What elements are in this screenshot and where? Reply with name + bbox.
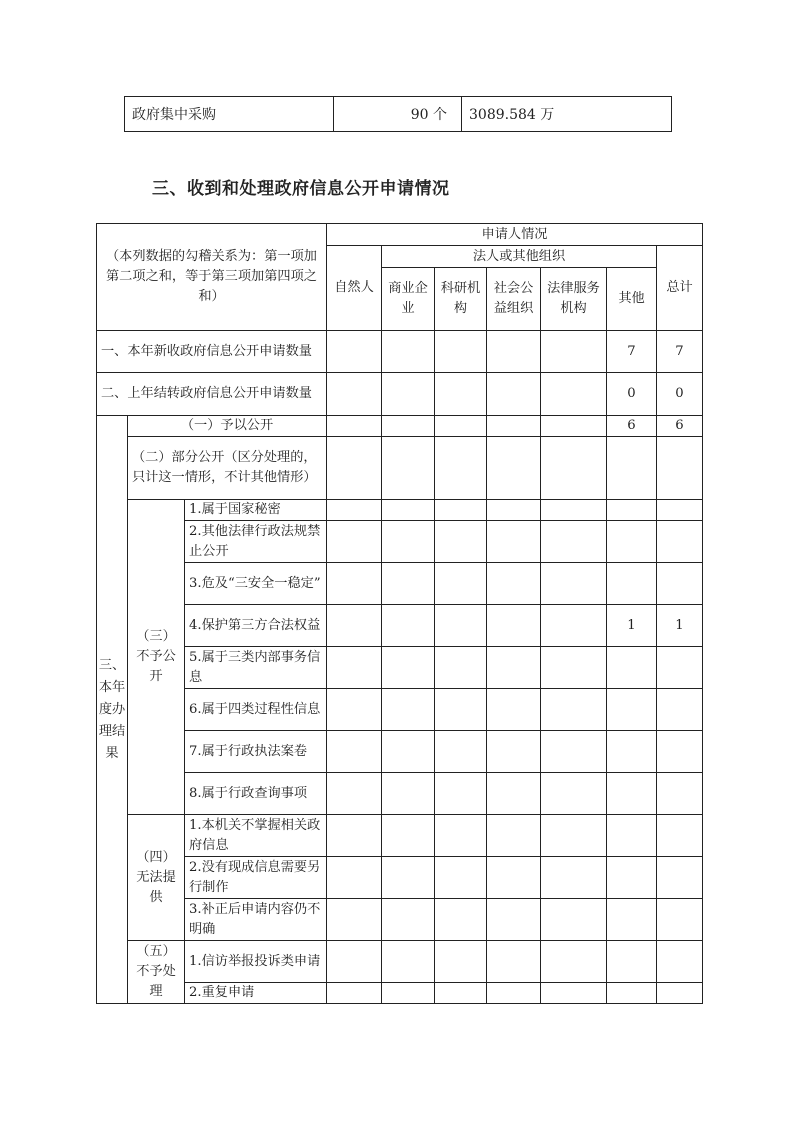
header-public-welfare: 社会公益组织 [487, 268, 541, 331]
table-row [97, 731, 703, 773]
cell-total: 0 [657, 373, 703, 416]
row-label-carried-over: 二、上年结转政府信息公开申请数量 [97, 373, 327, 416]
header-total: 总计 [657, 246, 703, 331]
row-label-disclosed: （一）予以公开 [128, 416, 327, 437]
header-business: 商业企业 [382, 268, 435, 331]
table-row [97, 941, 703, 983]
row-label-new-requests: 一、本年新收政府信息公开申请数量 [97, 331, 327, 373]
header-note: （本列数据的勾稽关系为：第一项加第二项之和，等于第三项加第四项之和） [97, 224, 327, 331]
cell-other: 0 [607, 373, 657, 416]
table-row [97, 605, 703, 647]
cell-other: 7 [607, 331, 657, 373]
item-label: 3.补正后申请内容仍不明确 [185, 899, 327, 941]
header-research: 科研机构 [435, 268, 487, 331]
header-applicant: 申请人情况 [327, 224, 703, 246]
header-legal-org: 法人或其他组织 [382, 246, 657, 268]
table-row [97, 500, 703, 521]
cell-other: 1 [607, 605, 657, 647]
table-row [97, 773, 703, 815]
table-row [97, 563, 703, 605]
row-label-not-processed: （五）不予处理 [128, 941, 185, 1004]
table-row [97, 815, 703, 857]
item-label: 3.危及“三安全一稳定” [185, 563, 327, 605]
table-row [97, 899, 703, 941]
requests-table [96, 223, 703, 1004]
item-label: 6.属于四类过程性信息 [185, 689, 327, 731]
table-row [97, 416, 703, 437]
table-row [97, 437, 703, 500]
row-label-not-disclosed: （三）不予公开 [128, 500, 185, 815]
item-label: 7.属于行政执法案卷 [185, 731, 327, 773]
row-label-partial: （二）部分公开（区分处理的，只计这一情形，不计其他情形） [128, 437, 327, 500]
item-label: 2.重复申请 [185, 983, 327, 1004]
procurement-amount: 3089.584 万 [462, 97, 672, 132]
item-label: 8.属于行政查询事项 [185, 773, 327, 815]
cell-total: 7 [657, 331, 703, 373]
item-label: 2.没有现成信息需要另行制作 [185, 857, 327, 899]
section-title: 三、收到和处理政府信息公开申请情况 [152, 179, 450, 199]
table-row [97, 331, 703, 373]
item-label: 5.属于三类内部事务信息 [185, 647, 327, 689]
procurement-table [124, 96, 672, 132]
table-row [125, 97, 672, 132]
cell-other: 6 [607, 416, 657, 437]
table-row [97, 647, 703, 689]
procurement-label: 政府集中采购 [125, 97, 334, 132]
table-row [97, 521, 703, 563]
header-other: 其他 [607, 268, 657, 331]
item-label: 1.信访举报投诉类申请 [185, 941, 327, 983]
table-row [97, 689, 703, 731]
table-row [97, 857, 703, 899]
table-row [97, 224, 703, 246]
results-label: 三、本年度办理结果 [97, 416, 128, 1004]
cell-total: 6 [657, 416, 703, 437]
item-label: 2.其他法律行政法规禁止公开 [185, 521, 327, 563]
header-legal-service: 法律服务机构 [541, 268, 607, 331]
item-label: 1.属于国家秘密 [185, 500, 327, 521]
item-label: 1.本机关不掌握相关政府信息 [185, 815, 327, 857]
cell-total: 1 [657, 605, 703, 647]
table-row [97, 983, 703, 1004]
procurement-count: 90 个 [334, 97, 462, 132]
item-label: 4.保护第三方合法权益 [185, 605, 327, 647]
row-label-cannot-provide: （四）无法提供 [128, 815, 185, 941]
header-natural-person: 自然人 [327, 246, 382, 331]
table-row [97, 373, 703, 416]
